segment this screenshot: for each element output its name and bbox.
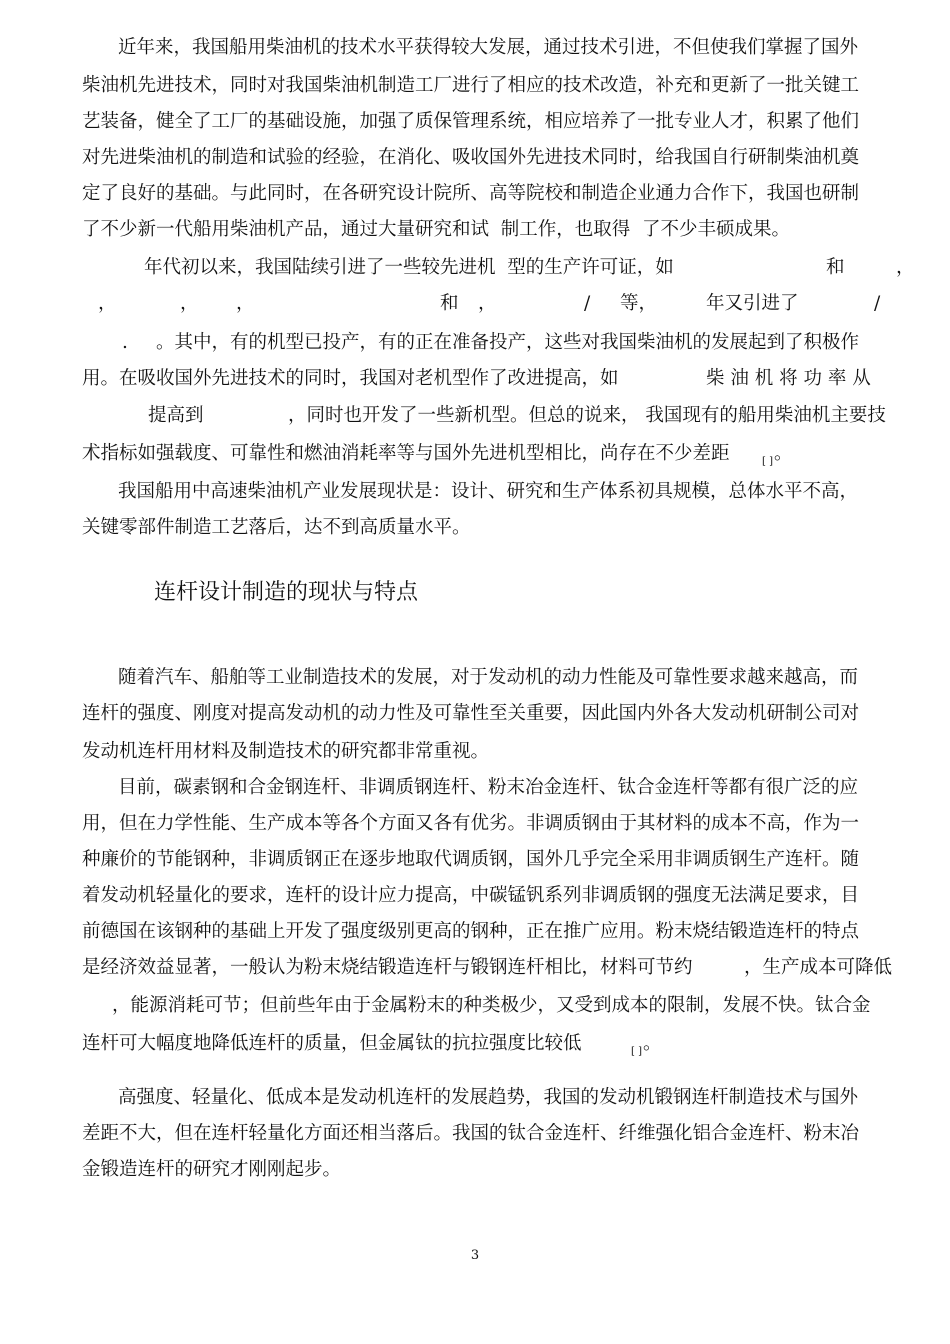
text-fragment: . [122, 332, 128, 353]
text-line: 随着汽车、船舶等工业制造技术的发展，对于发动机的动力性能及可靠性要求越来越高，而 [118, 667, 859, 688]
text-fragment: ， [896, 257, 915, 278]
text-fragment: 提高到 [148, 405, 204, 426]
text-fragment: 和 [826, 257, 845, 278]
text-line: 种廉价的节能钢种，非调质钢正在逐步地取代调质钢，国外几乎完全采用非调质钢生产连杆。随 [82, 849, 860, 870]
text-line: 了不少新一代船用柴油机产品，通过大量研究和试 制工作，也取得 了不少丰硕成果。 [82, 219, 791, 240]
text-fragment: 年又引进了 [706, 293, 799, 314]
citation-marker: [ ] [762, 456, 773, 467]
text-line: 关键零部件制造工艺落后，达不到高质量水平。 [82, 517, 471, 538]
text-fragment: 柴 油 机 将 功 率 从 [706, 368, 871, 389]
text-line: 用。在吸收国外先进技术的同时，我国对老机型作了改进提高，如 [82, 368, 619, 389]
text-line: 是经济效益显著，一般认为粉末烧结锻造连杆与锻钢连杆相比，材料可节约 [82, 957, 693, 978]
text-fragment: / [874, 293, 881, 314]
text-line: 连杆的强度、刚度对提高发动机的动力性及可靠性至关重要，因此国内外各大发动机研制公司对 [82, 703, 860, 724]
text-fragment: 。 [643, 1033, 662, 1054]
text-line: 高强度、轻量化、低成本是发动机连杆的发展趋势，我国的发动机锻钢连杆制造技术与国外 [118, 1087, 859, 1108]
text-line: 着发动机轻量化的要求，连杆的设计应力提高，中碳锰钒系列非调质钢的强度无法满足要求，目 [82, 885, 860, 906]
text-line: 术指标如强载度、可靠性和燃油消耗率等与国外先进机型相比，尚存在不少差距 [82, 443, 730, 464]
section-heading: 连杆设计制造的现状与特点 [154, 580, 419, 605]
text-line: 差距不大，但在连杆轻量化方面还相当落后。我国的钛合金连杆、纤维强化铝合金连杆、粉末冶 [82, 1123, 860, 1144]
text-fragment: 和 [440, 293, 459, 314]
text-line: 用，但在力学性能、生产成本等各个方面又各有优劣。非调质钢由于其材料的成本不高，作为一 [82, 813, 860, 834]
text-line: 柴油机先进技术，同时对我国柴油机制造工厂进行了相应的技术改造，补充和更新了一批关键工 [82, 75, 860, 96]
text-line: 连杆可大幅度地降低连杆的质量，但金属钛的抗拉强度比较低 [82, 1033, 582, 1054]
text-line: 我国船用中高速柴油机产业发展现状是：设计、研究和生产体系初具规模，总体水平不高， [118, 481, 859, 502]
text-line: 定了良好的基础。与此同时，在各研究设计院所、高等院校和制造企业通力合作下，我国也研制 [82, 183, 860, 204]
text-line: ，能源消耗可节；但前些年由于金属粉末的种类极少，又受到成本的限制，发展不快。钛合金 [112, 995, 871, 1016]
text-line: 近年来，我国船用柴油机的技术水平获得较大发展，通过技术引进，不但使我们掌握了国外 [118, 37, 859, 58]
text-line: 艺装备，健全了工厂的基础设施，加强了质保管理系统，相应培养了一批专业人才，积累了他们 [82, 111, 860, 132]
text-fragment: ， [98, 293, 117, 314]
text-fragment: ， [478, 293, 497, 314]
citation-marker: [ ] [631, 1046, 642, 1057]
text-fragment: / [584, 293, 591, 314]
text-line: 。其中，有的机型已投产，有的正在准备投产，这些对我国柴油机的发展起到了积极作 [156, 332, 860, 353]
text-line: ，同时也开发了一些新机型。但总的说来， 我国现有的船用柴油机主要技 [288, 405, 886, 426]
text-fragment: ， [236, 293, 255, 314]
text-line: 年代初以来，我国陆续引进了一些较先进机 型的生产许可证，如 [144, 257, 674, 278]
text-line: 前德国在该钢种的基础上开发了强度级别更高的钢种，正在推广应用。粉末烧结锻造连杆的特点 [82, 921, 860, 942]
text-line: 对先进柴油机的制造和试验的经验，在消化、吸收国外先进技术同时，给我国自行研制柴油机奠 [82, 147, 860, 168]
text-fragment: ，生产成本可降低 [744, 957, 893, 978]
text-line: 发动机连杆用材料及制造技术的研究都非常重视。 [82, 741, 490, 762]
text-fragment: 。 [774, 443, 793, 464]
page-number: 3 [470, 1248, 480, 1263]
text-line: 目前，碳素钢和合金钢连杆、非调质钢连杆、粉末冶金连杆、钛合金连杆等都有很广泛的应 [118, 777, 859, 798]
text-line: 金锻造连杆的研究才刚刚起步。 [82, 1159, 342, 1180]
text-fragment: 等， [620, 293, 658, 314]
text-fragment: ， [180, 293, 199, 314]
